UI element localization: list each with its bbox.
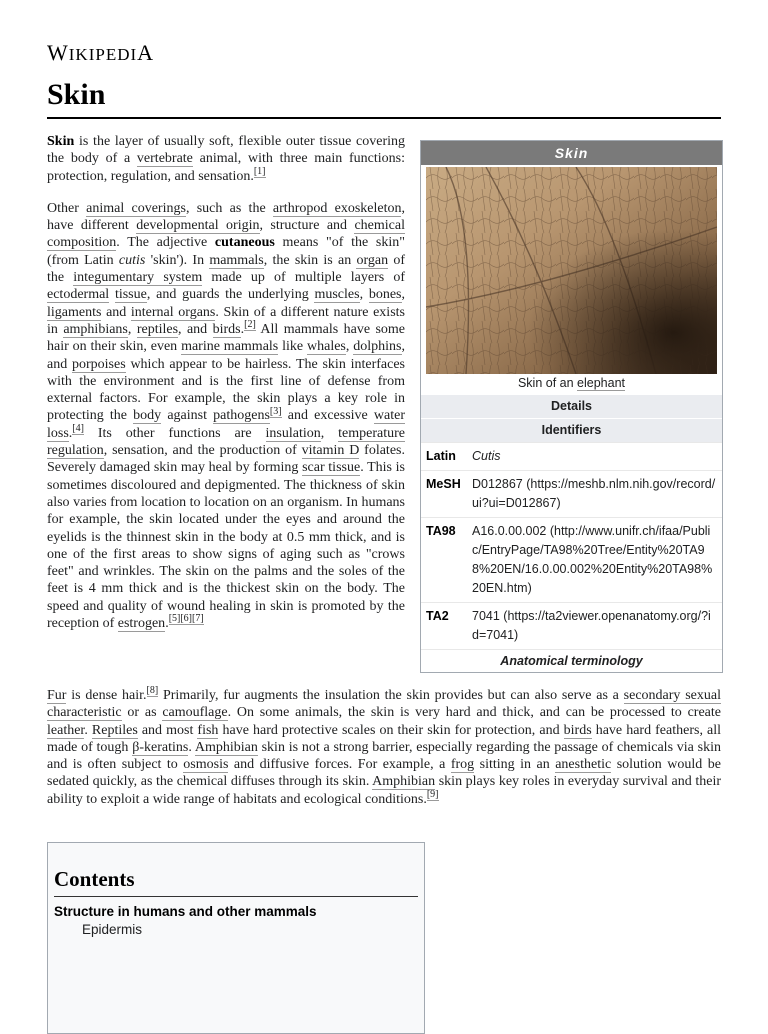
row-label[interactable]: TA2 (426, 609, 449, 623)
row-label[interactable]: TA98 (426, 524, 456, 538)
link-fish[interactable]: fish (197, 722, 219, 738)
link-mammals[interactable]: mammals (209, 252, 264, 268)
logo-letters: IKIPEDI (68, 45, 138, 64)
link-anesthetic[interactable]: anesthetic (555, 757, 612, 773)
toc-divider (54, 896, 418, 897)
text: solution would be sedated quickly, as the chemical diffuses through its skin. (47, 757, 721, 790)
row-value[interactable]: A16.0.00.002 (http://www.unifr.ch/ifaa/Public/EntryPage/TA98%20Tree/Entity%20TA98%20EN/16.0.00.002%20Entity%20TA98%20EN.htm) (472, 524, 713, 595)
logo-letter: W (47, 40, 69, 65)
link-bones[interactable]: bones (368, 287, 402, 303)
link-porpoises[interactable]: porpoises (72, 356, 126, 372)
link-reptiles[interactable]: Reptiles (91, 722, 138, 738)
text: , and (47, 339, 405, 372)
link-muscles[interactable]: muscles (314, 287, 360, 303)
link-secondary-sexual-characteristic[interactable]: secondary sexual characteristic (47, 688, 721, 721)
link-reptiles[interactable]: reptiles (136, 321, 179, 337)
infobox-footer-link[interactable]: Anatomical terminology (421, 649, 722, 672)
link-dolphins[interactable]: dolphins (353, 339, 402, 355)
link-osmosis[interactable]: osmosis (183, 757, 229, 773)
text: , the skin is an (263, 252, 357, 268)
link-arthropod-exoskeleton[interactable]: arthropod exoskeleton (272, 200, 402, 216)
table-of-contents (47, 842, 425, 1034)
text: , structure and (259, 218, 355, 234)
text: is dense hair. (66, 688, 147, 703)
infobox-section-identifiers[interactable]: Identifiers (421, 418, 722, 442)
image-caption (421, 374, 722, 394)
text: and (101, 304, 131, 320)
row-label[interactable]: MeSH (426, 477, 461, 491)
text: or as (121, 705, 163, 721)
infobox-row-ta98 (421, 517, 722, 602)
text: . (240, 321, 245, 337)
text: made up of multiple layers of (202, 270, 405, 286)
link-ligaments[interactable]: ligaments (47, 304, 102, 320)
text: Other (47, 200, 87, 216)
link-estrogen[interactable]: estrogen (117, 616, 166, 632)
text: against (161, 408, 214, 424)
text: Its other functions are (83, 425, 266, 441)
text: , (401, 287, 406, 303)
text: of the (47, 252, 405, 286)
link-fur[interactable]: Fur (47, 688, 67, 703)
text: . Skin of a different nature exists in (47, 304, 405, 337)
text: , (359, 287, 369, 303)
text: animal, with three main functions: protection, regulation, and sensation. (47, 151, 406, 184)
link-frog[interactable]: frog (450, 757, 475, 773)
toc-item-structure[interactable]: Structure in humans and other mammals (54, 904, 317, 919)
text: which appear to be hairless. The skin interfaces with the environment and is the first line of defense from external factors. For example, the skin plays a key role in protecting the (47, 356, 405, 424)
link-developmental-origin[interactable]: developmental origin (136, 218, 260, 234)
body-paragraph (47, 687, 721, 808)
link-amphibians[interactable]: amphibians (63, 321, 128, 337)
page-title: Skin (47, 78, 106, 111)
link-amphibian[interactable]: Amphibian (372, 774, 436, 790)
link-body[interactable]: body (133, 408, 162, 424)
text: , have different (47, 200, 405, 234)
link-temperature-regulation[interactable]: temperature regulation (47, 425, 406, 459)
link-vertebrate[interactable]: vertebrate (136, 151, 193, 167)
infobox-row-mesh (421, 470, 722, 517)
row-value[interactable]: 7041 (https://ta2viewer.openanatomy.org/?id=7041) (472, 609, 711, 642)
link-beta-keratins[interactable]: β-keratins (132, 739, 189, 755)
link-birds[interactable]: birds (212, 321, 241, 337)
link-amphibian[interactable]: Amphibian (194, 739, 258, 755)
logo-letter: A (137, 40, 155, 65)
link-pathogens[interactable]: pathogens (213, 408, 270, 424)
text: have hard feathers, all made of tough (47, 722, 722, 755)
wikipedia-logo[interactable] (47, 40, 154, 66)
link-chemical-composition[interactable]: chemical composition (47, 218, 405, 251)
text: . (188, 739, 195, 755)
text: means "of the skin" (from Latin (47, 235, 405, 268)
text: . On some animals, the skin is very hard and thick, and can be processed to create (227, 705, 721, 721)
link-scar-tissue[interactable]: scar tissue (302, 460, 361, 476)
link-organ[interactable]: organ (356, 252, 389, 268)
text: . (84, 722, 92, 738)
row-value[interactable]: D012867 (https://meshb.nlm.nih.gov/record/ui?ui=D012867) (472, 477, 716, 510)
link-water-loss[interactable]: water loss (47, 408, 405, 441)
link-integumentary-system[interactable]: integumentary system (73, 270, 203, 286)
text: skin plays key roles in everyday survival and their ability to exploit a wide range of habitats and ecological conditions. (47, 774, 721, 807)
text: , and guards the underlying (146, 287, 315, 303)
link-ectodermal[interactable]: ectodermal (47, 287, 110, 303)
row-value: Cutis (472, 449, 501, 463)
text: , (320, 425, 339, 441)
lead-paragraph-1 (47, 133, 405, 185)
lead-paragraph-2 (47, 200, 405, 632)
lead-section (47, 133, 405, 647)
text: skin is not a strong barrier, especially regarding the passage of chemicals via skin and is often subject to (47, 739, 722, 773)
caption-text: Skin of an (517, 376, 578, 390)
text: and most (137, 722, 198, 738)
bold-term: cutaneous (214, 235, 275, 251)
bold-term: Skin (47, 134, 75, 149)
link-elephant[interactable]: elephant (577, 376, 626, 390)
text: All mammals have some hair on their skin, even (47, 321, 406, 355)
infobox-title: Skin (421, 141, 722, 165)
text: and diffusive forces. For example, a (228, 757, 451, 773)
text: . This is sometimes discoloured and depigmented. The thickness of skin also varies from location to location on an organism. In humans for example, the skin located under the eyes and around the eyelids is the thinnest skin in the body at 0.5 mm thick, and is one of the first areas to show signs of aging such as "crows feet" and wrinkles. The skin on the palms and the soles of the feet is 4 mm thick and is the thickest skin on the body. The speed and quality of wound healing in skin is promoted by the reception of (47, 460, 406, 632)
citation-1[interactable]: [1] (253, 165, 266, 177)
citation-5-6-7[interactable]: [5][6][7] (168, 613, 204, 625)
infobox (420, 140, 723, 673)
text: . (68, 425, 73, 441)
text: 'skin'). In (145, 252, 210, 268)
infobox-section-details[interactable]: Details (421, 394, 722, 418)
text: is the layer of usually soft, flexible outer tissue covering the body of a (47, 134, 405, 167)
link-leather[interactable]: leather (47, 722, 85, 738)
citation-2[interactable]: [2] (244, 319, 256, 331)
link-vitamin-d[interactable]: vitamin D (301, 443, 360, 459)
link-birds[interactable]: birds (563, 722, 592, 738)
paragraph-fur (47, 687, 721, 808)
link-insulation[interactable]: insulation (265, 425, 321, 441)
toc-title: Contents (54, 867, 135, 891)
citation-9[interactable]: [9] (426, 789, 439, 801)
citation-4[interactable]: [4] (72, 423, 84, 435)
link-internal-organs[interactable]: internal organs (130, 304, 216, 320)
link-marine-mammals[interactable]: marine mammals (181, 339, 279, 355)
text: , sensation, and the production of (103, 443, 302, 459)
title-divider (47, 117, 721, 119)
text: , and (178, 321, 213, 337)
text: sitting in an (474, 757, 556, 773)
text: , (345, 339, 354, 355)
text: like (278, 339, 307, 355)
toc-item-epidermis[interactable]: Epidermis (82, 922, 143, 937)
text: , (127, 321, 137, 337)
text: . The adjective (116, 235, 215, 251)
skin-photo (426, 167, 717, 374)
infobox-row-ta2 (421, 602, 722, 649)
link-tissue[interactable]: tissue (114, 287, 147, 303)
text: Primarily, fur augments the insulation the skin provides but can also serve as a (158, 688, 624, 703)
citation-3[interactable]: [3] (269, 405, 282, 417)
text: folates. Severely damaged skin may heal by forming (47, 443, 405, 476)
text: have hard protective scales on their skin for protection, and (218, 722, 564, 738)
infobox-row-latin (421, 442, 722, 470)
link-camouflage[interactable]: camouflage (162, 705, 228, 721)
text: and excessive (281, 408, 374, 424)
row-label[interactable]: Latin (426, 449, 456, 463)
italic-term: cutis (118, 252, 146, 268)
text: , such as the (185, 200, 273, 216)
link-whales[interactable]: whales (307, 339, 346, 355)
elephant-skin-image[interactable] (426, 167, 717, 374)
link-animal-coverings[interactable]: animal coverings (86, 200, 186, 216)
citation-8[interactable]: [8] (146, 685, 159, 697)
text: . (165, 616, 169, 632)
